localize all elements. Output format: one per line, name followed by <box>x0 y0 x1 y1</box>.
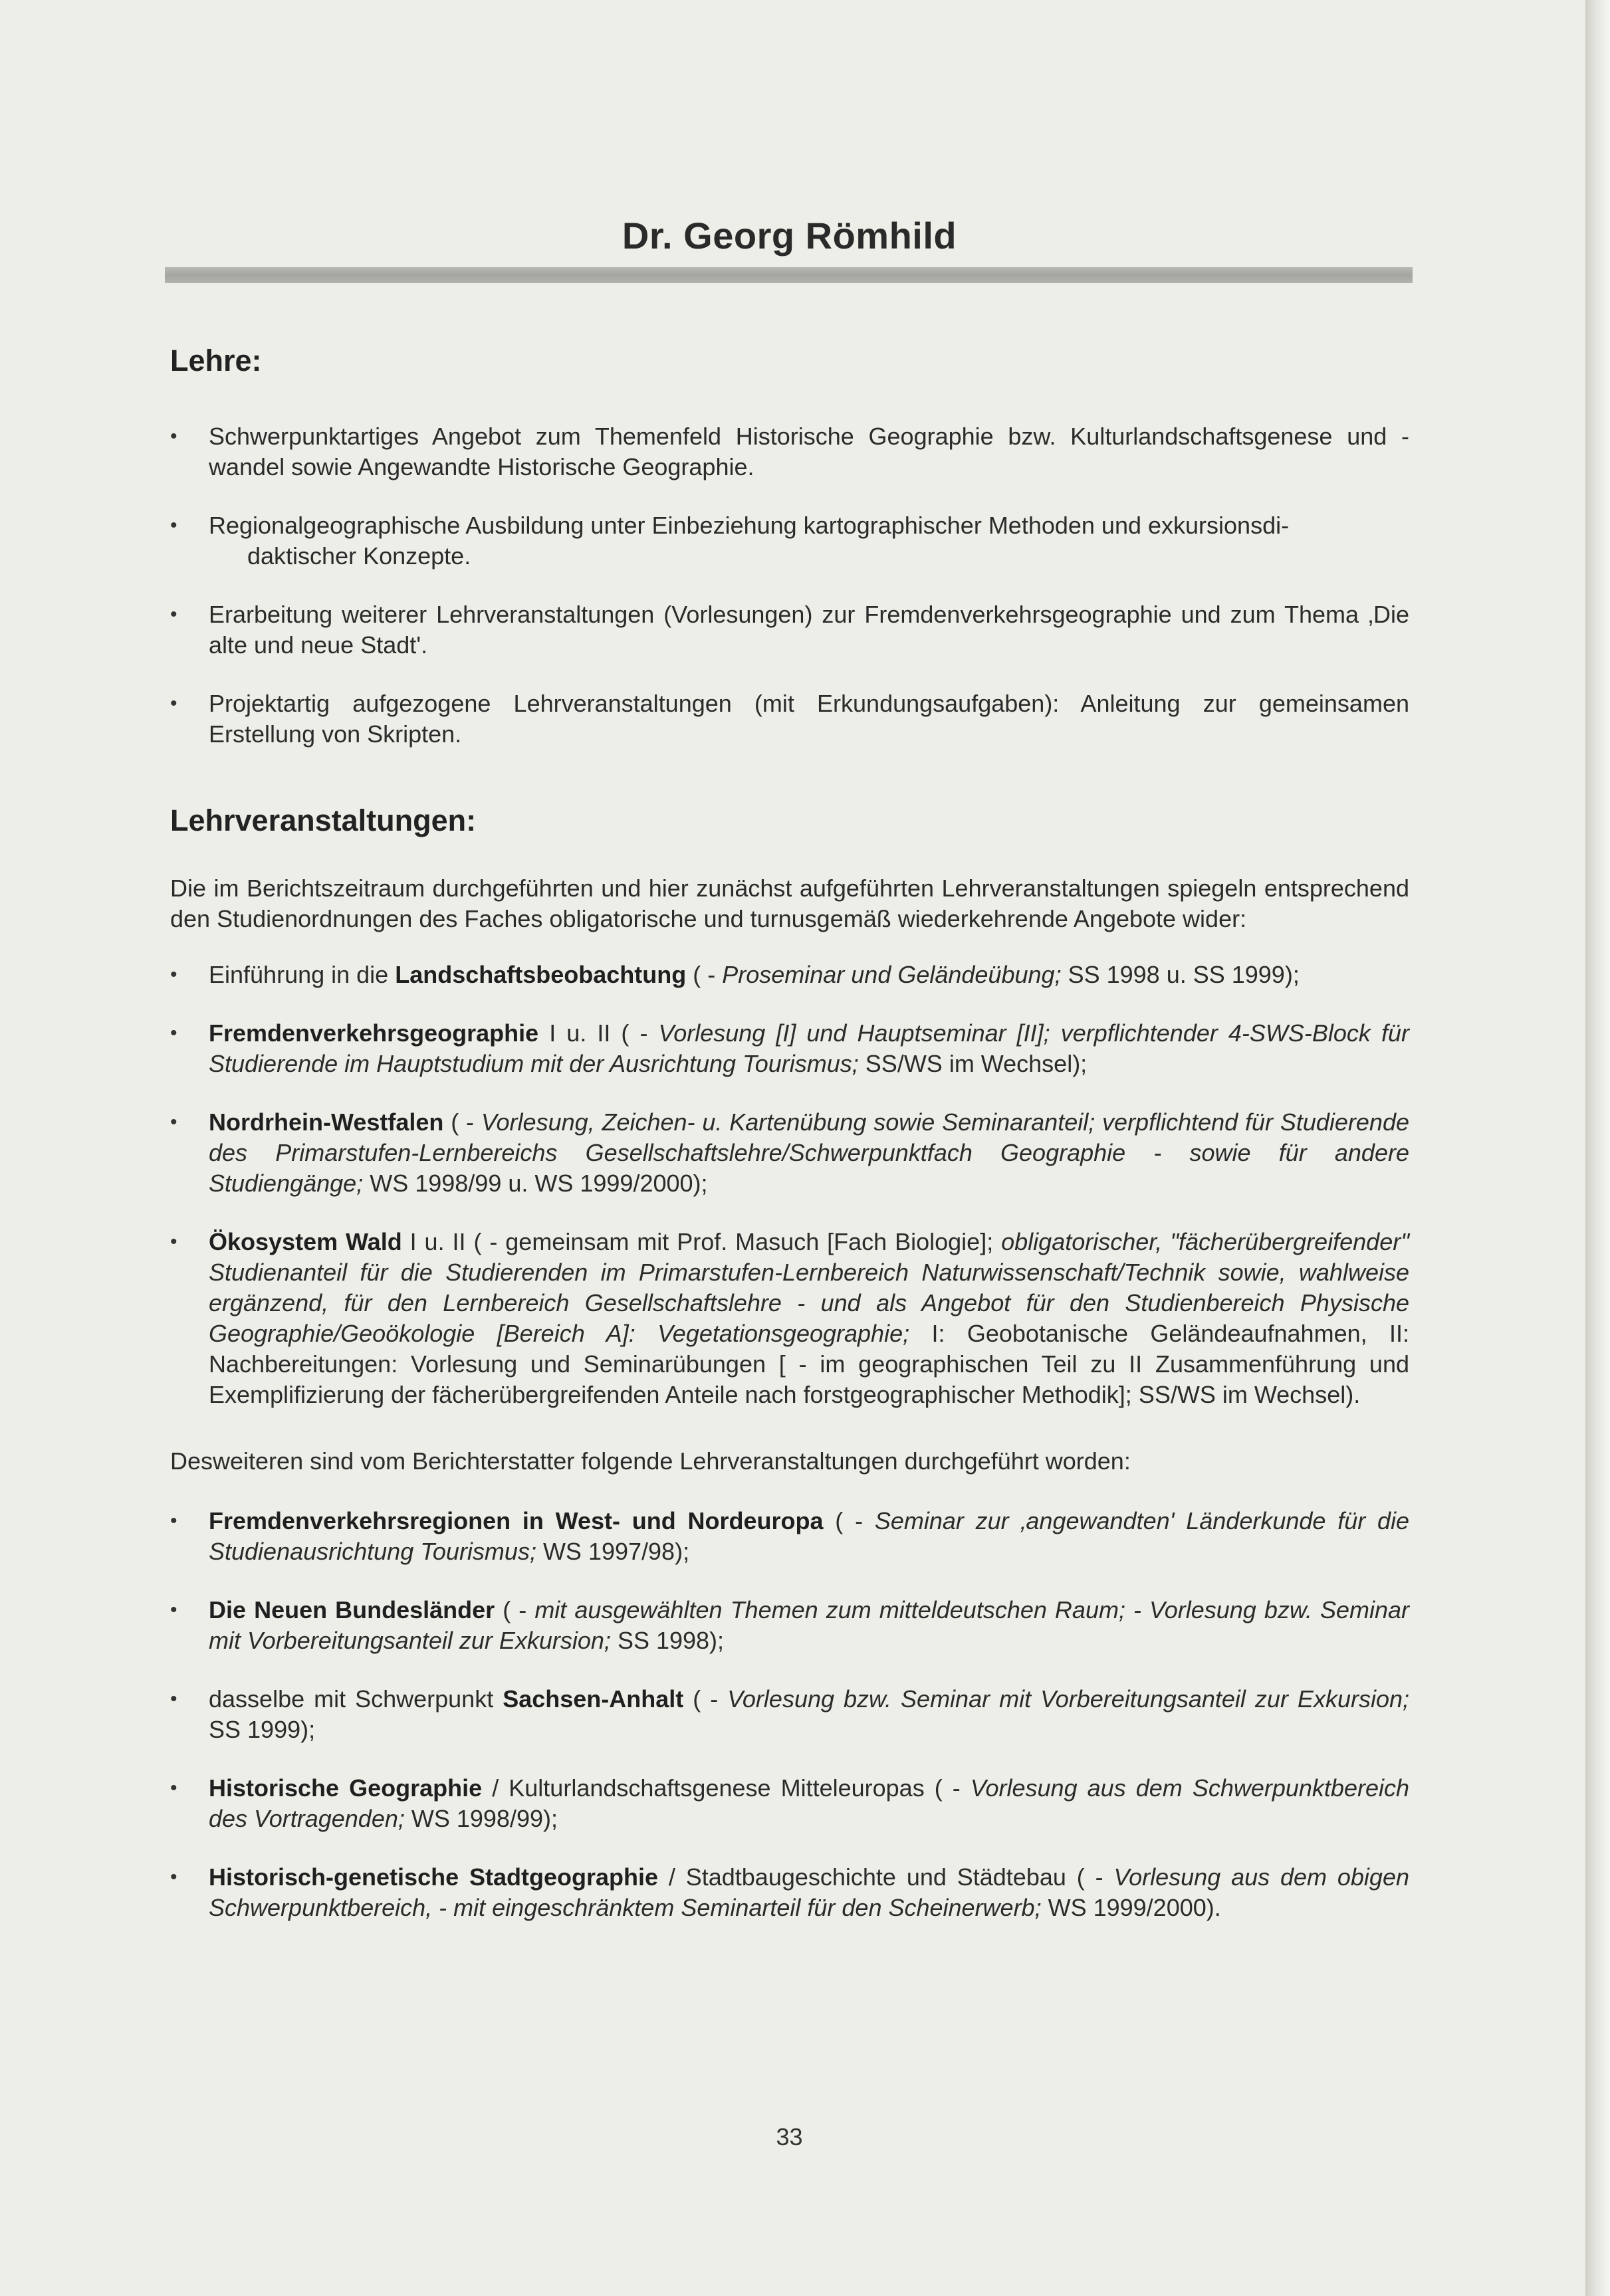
lv-title: Nordrhein-Westfalen <box>209 1108 444 1136</box>
lv-mid: I u. II ( - gemeinsam mit Prof. Masuch [Fach Biologie]; <box>402 1228 1002 1255</box>
lv-semester: SS 1999); <box>209 1716 316 1743</box>
lehre-item-text-indented: daktischer Konzepte. <box>247 542 471 570</box>
lv-description: obligatorischer, "fächerübergreifender" Studienanteil für die Studierenden im Primarstufen-Lernbereich Naturwissenschaft/Technik sowie, wahlweise ergänzend, für den Lernbereich Gesellschaftslehre - und als Angebot für den Studienbereich Physische Geographie/Geoökologie [Bereich A]: Vegetationsgeographie; <box>209 1228 1409 1347</box>
lv-item <box>170 1684 1409 1745</box>
page-edge <box>1585 0 1610 2296</box>
lehre-item-text: Regionalgeographische Ausbildung unter Einbeziehung kartographischer Methoden und exkursionsdi- <box>209 512 1290 539</box>
lv-title: Fremdenverkehrsregionen in West- und Nordeuropa <box>209 1507 824 1534</box>
lv-mid: ( - <box>686 961 723 988</box>
lv-list-2 <box>170 1506 1409 1923</box>
lv-intro-2: Desweiteren sind vom Berichterstatter folgende Lehrveranstaltungen durchgeführt worden: <box>170 1447 1131 1475</box>
lv-item <box>170 1227 1409 1410</box>
lehre-item <box>170 510 1409 572</box>
lv-mid: ( - <box>495 1596 535 1623</box>
lv-description: mit ausgewählten Themen zum mitteldeutschen Raum; - Vorlesung bzw. Seminar mit Vorbereitungsanteil zur Exkursion; <box>209 1596 1409 1654</box>
lv-list <box>170 960 1409 1410</box>
lv-intro: Die im Berichtszeitraum durchgeführten und hier zunächst aufgeführten Lehrveranstaltungen spiegeln entsprechend den Studienordnungen des Faches obligatorische und turnusgemäß wiederkehrende Angebote wider: <box>170 875 1409 932</box>
lv-semester: SS 1998 u. SS 1999); <box>1061 961 1300 988</box>
lv-item <box>170 1595 1409 1656</box>
lv-mid: I u. II ( - <box>538 1019 659 1047</box>
lv-description: Vorlesung [I] und Hauptseminar [II]; verpflichtender 4-SWS-Block für Studierende im Hauptstudium mit der Ausrichtung Tourismus; <box>209 1019 1409 1077</box>
lv-item <box>170 1107 1409 1199</box>
lv-description: Proseminar und Geländeübung; <box>722 961 1062 988</box>
lv-title: Historisch-genetische Stadtgeographie <box>209 1863 658 1891</box>
lehre-list <box>170 421 1409 750</box>
lv-semester: WS 1998/99); <box>404 1805 558 1832</box>
lv-item <box>170 1506 1409 1567</box>
lv-title: Fremdenverkehrsgeographie <box>209 1019 539 1047</box>
lv-mid: / Kulturlandschaftsgenese Mitteleuropas ( - <box>482 1774 971 1802</box>
lv-semester: SS/WS im Wechsel); <box>858 1050 1088 1077</box>
lehre-item: • Projektartig aufgezogene Lehrveranstaltungen (mit Erkundungsaufgaben): Anleitung zur gemeinsamen Erstellung von Skripten. <box>170 688 1409 750</box>
lv-item <box>170 1018 1409 1079</box>
lv-pre: Einführung in die <box>209 961 396 988</box>
lv-title: Historische Geographie <box>209 1774 483 1802</box>
lv-item <box>170 1773 1409 1834</box>
lv-semester: WS 1998/99 u. WS 1999/2000); <box>363 1170 708 1197</box>
lv-description: Vorlesung aus dem Schwerpunktbereich des Vortragenden; <box>209 1774 1410 1832</box>
lv-description: Vorlesung, Zeichen- u. Kartenübung sowie Seminaranteil; verpflichtend für Studierende des Primarstufen-Lernbereichs Gesellschaftslehre/Schwerpunktfach Geographie - sowie für andere Studiengänge; <box>209 1108 1409 1197</box>
lv-title: Die Neuen Bundesländer <box>209 1596 495 1623</box>
lv-semester: WS 1997/98); <box>536 1538 690 1565</box>
title-rule <box>165 267 1413 283</box>
lv-title: Landschaftsbeobachtung <box>395 961 687 988</box>
lv-item <box>170 1862 1409 1923</box>
lv-description: Vorlesung aus dem obigen Schwerpunktbereich, - mit eingeschränktem Seminarteil für den Scheinerwerb; <box>209 1863 1409 1921</box>
lv-title: Ökosystem Wald <box>209 1228 402 1255</box>
lv-mid: ( - <box>683 1685 728 1713</box>
lv-description: Seminar zur ‚angewandten' Länderkunde für die Studienausrichtung Tourismus; <box>209 1507 1410 1565</box>
lehre-item: • Erarbeitung weiterer Lehrveranstaltungen (Vorlesungen) zur Fremdenverkehrsgeographie und zum Thema ‚Die alte und neue Stadt'. <box>170 599 1409 661</box>
lv-description: Vorlesung bzw. Seminar mit Vorbereitungsanteil zur Exkursion; <box>727 1685 1409 1713</box>
lv-pre: dasselbe mit Schwerpunkt <box>209 1685 503 1713</box>
lv-item <box>170 960 1409 990</box>
document-body <box>170 346 1409 1951</box>
lv-mid: ( - <box>443 1108 481 1136</box>
lv-mid: ( - <box>823 1507 875 1534</box>
lv-semester: I: Geobotanische Geländeaufnahmen, II: Nachbereitungen: Vorlesung und Seminarübungen [ - im geographischen Teil zu II Zusammenführung und Exemplifizierung der fächerübergreifenden Anteile nach forstgeographischer Methodik]; SS/WS im Wechsel). <box>209 1320 1409 1408</box>
lv-semester: SS 1998); <box>610 1627 725 1654</box>
lehre-item: • Schwerpunktartiges Angebot zum Themenfeld Historische Geographie bzw. Kulturlandschaftsgenese und -wandel sowie Angewandte Historische Geographie. <box>170 421 1409 482</box>
heading-lehre: Lehre: <box>170 344 262 377</box>
page-title: Dr. Georg Römhild <box>622 215 957 257</box>
lv-mid: / Stadtbaugeschichte und Städtebau ( - <box>658 1863 1114 1891</box>
lv-title: Sachsen-Anhalt <box>503 1685 684 1713</box>
lv-semester: WS 1999/2000). <box>1041 1894 1221 1921</box>
page-number: 33 <box>776 2123 803 2150</box>
heading-lehrveranstaltungen: Lehrveranstaltungen: <box>170 803 477 837</box>
